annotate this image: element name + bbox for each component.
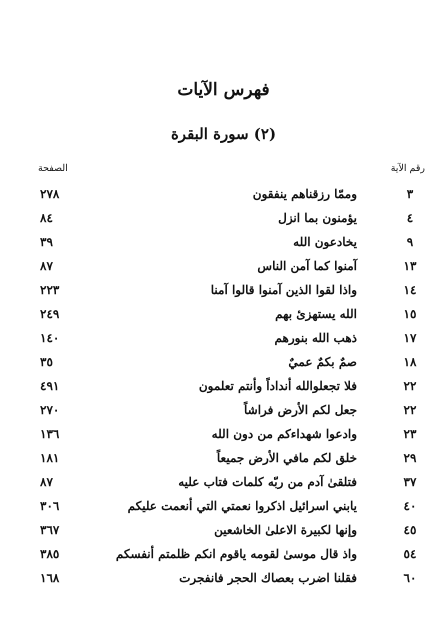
verse-number: ٦٠ — [403, 571, 417, 585]
verse-number: ٤ — [406, 211, 414, 225]
index-row — [0, 353, 447, 377]
verse-text: الله يستهزئ بهم — [275, 307, 357, 321]
page-number: ٨٧ — [40, 475, 53, 489]
index-row — [0, 185, 447, 209]
verse-number: ١٤ — [403, 283, 417, 297]
verse-number: ٢٩ — [403, 451, 417, 465]
index-row — [0, 473, 447, 497]
verse-text: يخادعون الله — [293, 235, 357, 249]
verse-number: ١٨ — [403, 355, 417, 369]
page-number: ٢٤٩ — [40, 307, 60, 321]
page-number: ١٣٦ — [40, 427, 60, 441]
verse-text: جعل لكم الأرض فراشاً — [244, 403, 357, 417]
verse-text: يابني اسرائيل اذكروا نعمتي التي أنعمت عليكم — [127, 499, 357, 513]
page-number: ٢٧٠ — [40, 403, 60, 417]
verse-number: ٢٢ — [403, 403, 417, 417]
index-row — [0, 497, 447, 521]
index-row — [0, 305, 447, 329]
verse-number: ١٣ — [403, 259, 417, 273]
verse-text: وممّا رزقناهم ينفقون — [252, 187, 357, 201]
index-row — [0, 209, 447, 233]
index-row — [0, 257, 447, 281]
verse-text: وإنها لكبيرة الاعلىٰ الخاشعين — [214, 523, 357, 537]
page-number: ٣٩ — [40, 235, 53, 249]
verse-text: آمنوا كما آمن الناس — [257, 259, 357, 273]
page-number: ٢٧٨ — [40, 187, 60, 201]
column-header-page: الصفحة — [38, 163, 68, 174]
page-number: ٣٥ — [40, 355, 53, 369]
page-number: ٣٦٧ — [40, 523, 60, 537]
verse-number: ٤٥ — [403, 523, 417, 537]
verse-number: ٩ — [406, 235, 414, 249]
page-number: ٨٤ — [40, 211, 53, 225]
verse-text: واذا لقوا الذين آمنوا قالوا آمنا — [210, 283, 357, 297]
page-title: فهرس الآيات — [177, 80, 270, 100]
index-row — [0, 425, 447, 449]
index-row — [0, 233, 447, 257]
verse-text: يؤمنون بما انزل — [278, 211, 357, 225]
surah-heading: (٢) سورة البقرة — [170, 125, 277, 143]
page-number: ١٨١ — [40, 451, 60, 465]
verse-text: خلق لكم مافي الأرض جميعاً — [216, 451, 357, 465]
page-number: ١٤٠ — [40, 331, 60, 345]
page-number: ١٦٨ — [40, 571, 60, 585]
verse-number: ١٧ — [403, 331, 417, 345]
verse-text: فتلقىٰ آدم من ربّه كلمات فتاب عليه — [178, 475, 357, 489]
column-header-verse-number: رقم الآية — [390, 163, 425, 174]
page-number: ٣٠٦ — [40, 499, 60, 513]
verse-number: ٢٣ — [403, 427, 417, 441]
verse-text: صمٌ بكمٌ عميٌ — [288, 355, 357, 369]
index-row — [0, 569, 447, 593]
page-number: ٢٢٣ — [40, 283, 60, 297]
index-row — [0, 281, 447, 305]
index-row — [0, 329, 447, 353]
page-number: ٨٧ — [40, 259, 53, 273]
verse-text: وادعوا شهداءكم من دون الله — [211, 427, 357, 441]
index-row — [0, 401, 447, 425]
verse-text: فقلنا اضرب بعصاك الحجر فانفجرت — [179, 571, 357, 585]
verse-number: ٢٢ — [403, 379, 417, 393]
index-row — [0, 377, 447, 401]
index-row — [0, 449, 447, 473]
verse-text: فلا تجعلوالله أنداداً وأنتم تعلمون — [198, 379, 357, 393]
verse-number: ٤٠ — [403, 499, 417, 513]
verse-number: ٣٧ — [403, 475, 417, 489]
index-row — [0, 545, 447, 569]
verse-number: ٥٤ — [403, 547, 417, 561]
verse-index-list — [0, 185, 447, 593]
page-number: ٣٨٥ — [40, 547, 60, 561]
page-number: ٤٩١ — [40, 379, 60, 393]
index-row — [0, 521, 447, 545]
verse-text: واذ قال موسىٰ لقومه ياقوم انكم ظلمتم أنفسكم — [115, 547, 357, 561]
verse-number: ٣ — [406, 187, 414, 201]
verse-number: ١٥ — [403, 307, 417, 321]
verse-text: ذهب الله بنورهم — [274, 331, 357, 345]
